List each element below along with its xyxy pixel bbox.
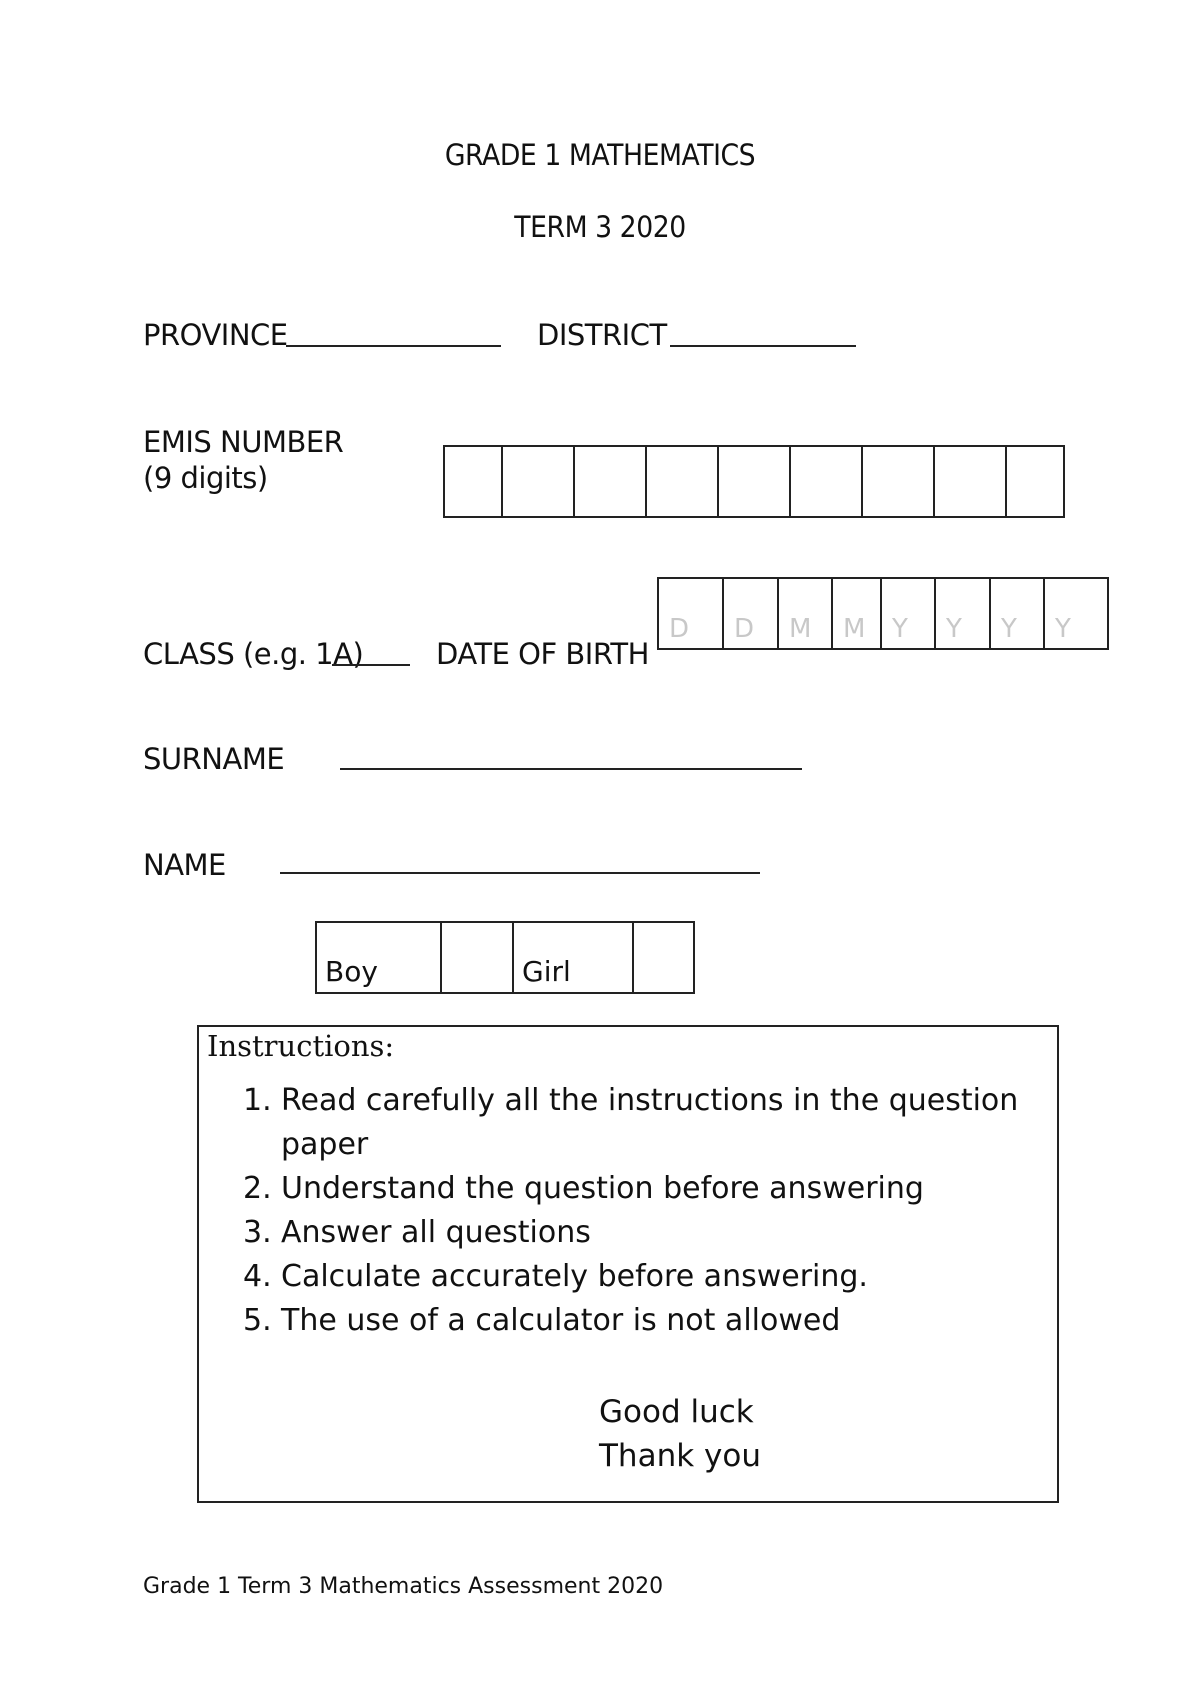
emis-digit-box[interactable] [863, 447, 935, 516]
instructions-heading: Instructions: [207, 1029, 395, 1063]
girl-label: Girl [514, 923, 634, 992]
list-item: 3. Answer all questions [243, 1215, 591, 1250]
instructions-list [199, 1079, 1039, 1343]
province-label: PROVINCE [143, 318, 288, 352]
emis-digit-box[interactable] [719, 447, 791, 516]
class-field[interactable] [332, 664, 410, 666]
list-item: 2. Understand the question before answering [243, 1171, 924, 1206]
dob-box[interactable]: M [833, 579, 882, 648]
surname-label: SURNAME [143, 742, 285, 776]
dob-box[interactable]: Y [936, 579, 991, 648]
emis-digit-box[interactable] [503, 447, 575, 516]
dob-box[interactable]: M [779, 579, 833, 648]
dob-box[interactable]: Y [1055, 614, 1071, 644]
emis-digit-box[interactable] [647, 447, 719, 516]
district-field[interactable] [670, 345, 856, 347]
boy-checkbox[interactable] [442, 923, 514, 992]
dob-box[interactable]: D [724, 579, 779, 648]
dob-box[interactable]: Y [991, 579, 1045, 648]
footer-text: Grade 1 Term 3 Mathematics Assessment 2020 [143, 1574, 664, 1599]
instructions-box [197, 1025, 1059, 1503]
emis-digit-box[interactable] [1007, 447, 1063, 516]
emis-number-boxes [443, 445, 1065, 518]
date-of-birth-boxes [657, 577, 1109, 650]
page-subtitle: TERM 3 2020 [514, 210, 686, 244]
boy-label: Boy [317, 923, 442, 992]
dob-label: DATE OF BIRTH [436, 637, 649, 671]
list-item: 1. Read carefully all the instructions in the question paper [243, 1083, 1019, 1162]
list-item: 4. Calculate accurately before answering. [243, 1259, 868, 1294]
thank-you-text: Thank you [599, 1438, 761, 1474]
dob-box[interactable]: D [659, 579, 724, 648]
gender-boxes [315, 921, 695, 994]
emis-digit-box[interactable] [575, 447, 647, 516]
emis-digit-box[interactable] [791, 447, 863, 516]
list-item: 5. The use of a calculator is not allowed [243, 1303, 841, 1338]
emis-label: EMIS NUMBER (9 digits) [143, 425, 344, 495]
page-title: GRADE 1 MATHEMATICS [444, 138, 756, 172]
province-field[interactable] [286, 345, 501, 347]
good-luck-text: Good luck [599, 1394, 754, 1430]
dob-box[interactable]: Y [882, 579, 936, 648]
emis-digit-box[interactable] [935, 447, 1007, 516]
name-label: NAME [143, 848, 226, 882]
girl-checkbox[interactable] [634, 923, 693, 992]
emis-digit-box[interactable] [445, 447, 503, 516]
class-label: CLASS (e.g. 1A) [143, 637, 364, 671]
surname-field[interactable] [340, 768, 802, 770]
district-label: DISTRICT [537, 318, 667, 352]
name-field[interactable] [280, 872, 760, 874]
